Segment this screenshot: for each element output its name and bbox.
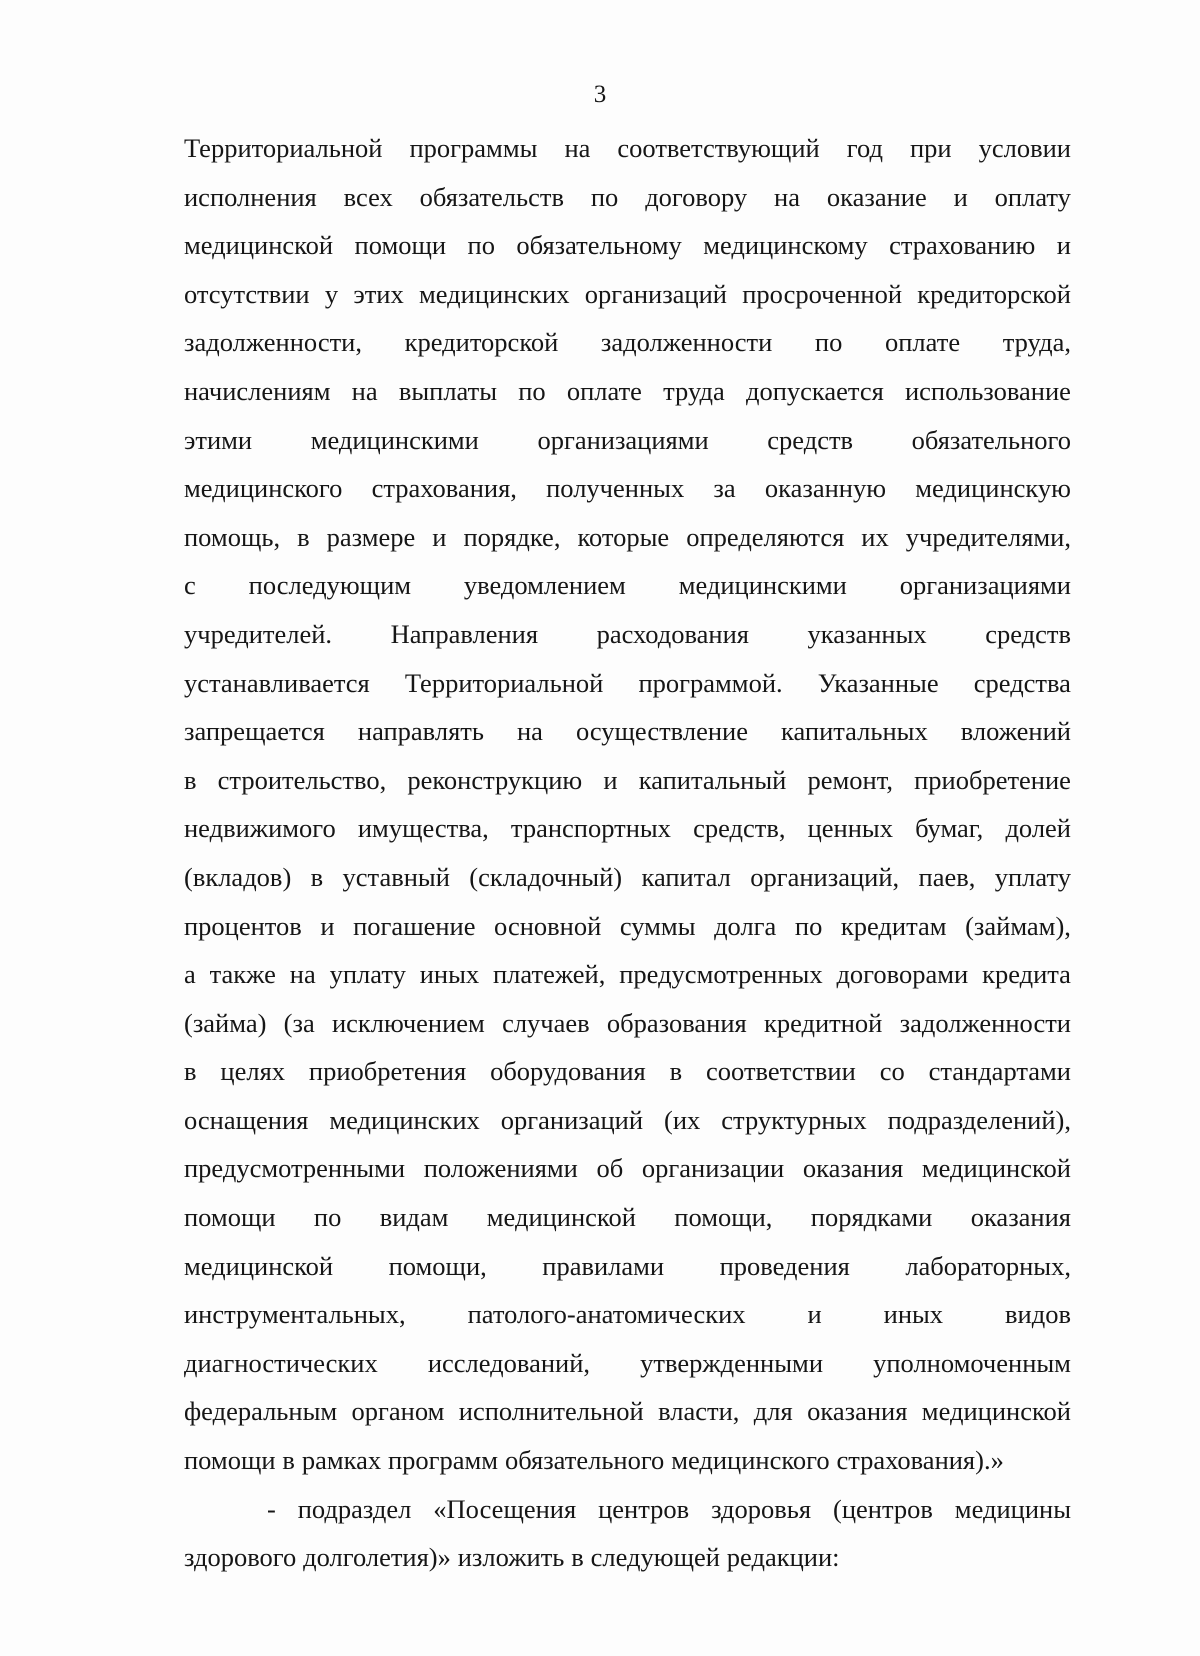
text-line: в целях приобретения оборудования в соответствии со стандартами	[184, 1056, 1071, 1087]
text-line: (займа) (за исключением случаев образования кредитной задолженности	[184, 1007, 1071, 1038]
text-line: начислениям на выплаты по оплате труда допускается использование	[184, 375, 1071, 406]
body-text	[184, 124, 1071, 1582]
text-line: федеральным органом исполнительной власти, для оказания медицинской	[184, 1396, 1071, 1427]
text-line: запрещается направлять на осуществление капитальных вложений	[184, 716, 1071, 747]
text-line: с последующим уведомлением медицинскими организациями	[184, 570, 1071, 601]
text-line: отсутствии у этих медицинских организаций просроченной кредиторской	[184, 278, 1071, 309]
text-line: Территориальной программы на соответствующий год при условии	[184, 133, 1071, 163]
text-line: помощь, в размере и порядке, которые определяются их учредителями,	[184, 521, 1071, 552]
text-line: помощи в рамках программ обязательного медицинского страхования).»	[184, 1445, 1004, 1476]
text-line: медицинской помощи, правилами проведения лабораторных,	[184, 1250, 1071, 1281]
text-line: в строительство, реконструкцию и капитальный ремонт, приобретение	[184, 764, 1071, 795]
text-line: задолженности, кредиторской задолженности по оплате труда,	[184, 327, 1071, 358]
text-line: - подраздел «Посещения центров здоровья (центров медицины	[267, 1493, 1071, 1524]
text-line: устанавливается Территориальной программой. Указанные средства	[184, 667, 1071, 698]
text-line: предусмотренными положениями об организации оказания медицинской	[184, 1153, 1071, 1184]
text-line: медицинской помощи по обязательному медицинскому страхованию и	[184, 230, 1071, 261]
text-line: инструментальных, патолого-анатомических и иных видов	[184, 1299, 1071, 1330]
text-line: этими медицинскими организациями средств обязательного	[184, 424, 1071, 455]
text-line: исполнения всех обязательств по договору на оказание и оплату	[184, 181, 1071, 212]
text-line: учредителей. Направления расходования указанных средств	[184, 618, 1071, 649]
text-line: диагностических исследований, утвержденными уполномоченным	[184, 1347, 1071, 1378]
text-line: а также на уплату иных платежей, предусмотренных договорами кредита	[184, 959, 1071, 990]
page-number: 3	[593, 81, 607, 108]
text-line: медицинского страхования, полученных за оказанную медицинскую	[184, 473, 1071, 504]
text-line: недвижимого имущества, транспортных средств, ценных бумаг, долей	[184, 813, 1071, 844]
text-line: здорового долголетия)» изложить в следующей редакции:	[184, 1542, 840, 1573]
text-line: процентов и погашение основной суммы долга по кредитам (займам),	[184, 910, 1071, 941]
text-line: оснащения медицинских организаций (их структурных подразделений),	[184, 1104, 1071, 1135]
text-line: (вкладов) в уставный (складочный) капитал организаций, паев, уплату	[184, 861, 1071, 892]
text-line: помощи по видам медицинской помощи, порядками оказания	[184, 1202, 1071, 1233]
